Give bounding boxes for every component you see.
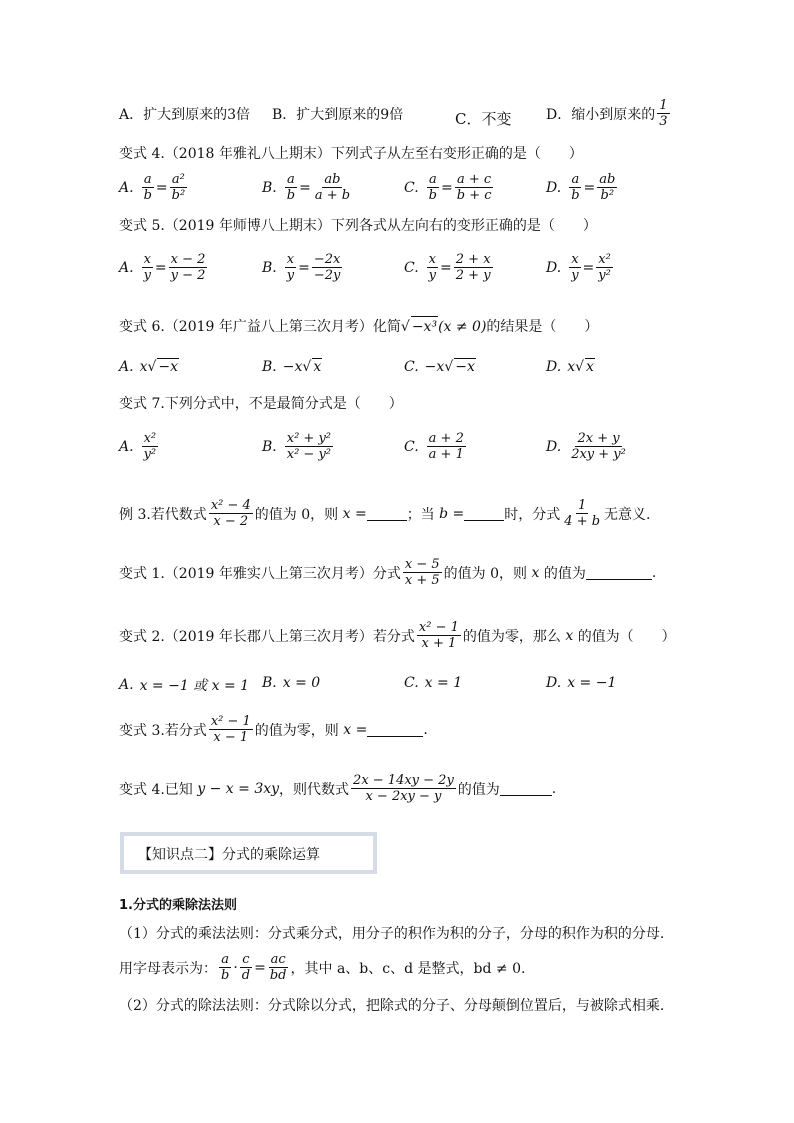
v4-option-c: C. $\frac{a}{b}$ = $\frac{a + c}{b + c}$ [404,172,492,203]
v4-option-b: B. $\frac{a}{b}$ = $\frac{ab}{a + b}$ [262,172,351,203]
answer-blank[interactable] [464,506,504,521]
v2-option-d: D. x = −1 [546,675,617,691]
option-c: C．不变 [455,110,512,128]
rule-multiplication: （1）分式的乘法法则：分式乘分式，用分子的积作为积的分子，分母的积作为积的分母. [119,926,665,942]
section-heading: 1.分式的乘除法法则 [119,898,237,913]
option-b: B．扩大到原来的9倍 [272,107,404,123]
v4-option-a: A. $\frac{a}{b}$ = $\frac{\text{a²}}{\text{b²}}$ [119,172,186,203]
variant-4b: 变式 4.已知 y − x = 3xy ，则代数式 $\frac{2x - 14xy - 2y}{x - 2xy - y}$ 的值为 . [119,773,557,804]
option-d: D．缩小到原来的 $\frac{1}{3}$ [546,98,668,129]
v5-option-a: A. $\frac{x}{y}$ = $\frac{x - 2}{y - 2}$ [119,252,206,283]
v6-option-b: B. −x √ x [262,358,322,375]
variant-2: 变式 2.（2019 年长郡八上第三次月考）若分式 $\frac{\text{x² − 1}}{x + 1}$ 的值为零，那么 x 的值为（ ） [119,620,676,651]
rule-formula: 用字母表示为： $\frac{a}{b}$ · $\frac{c}{d}$ = $\frac{ac}{bd}$ ，其中 a、b、c、d 是整式，bd ≠ 0. [119,952,526,983]
example-3: 例 3.若代数式 $\frac{\text{x² − 4}}{x - 2}$ 的值为 0，则 x = ；当 b = 时，分式 $\frac{1}{4 + b}$ 无意义. [119,498,651,529]
answer-blank[interactable] [500,781,552,796]
v6-option-d: D. x √ x [546,358,594,375]
option-a: A．扩大到原来的3倍 [119,107,251,123]
v5-option-d: D. $\frac{x}{y}$ = $\frac{\text{x²}}{\text{y²}}$ [546,252,611,283]
v2-option-c: C. x = 1 [404,675,463,691]
v5-option-c: C. $\frac{x}{y}$ = $\frac{2 + x}{2 + y}$ [404,252,491,283]
question-v5-stem: 变式 5.（2019 年师博八上期末）下列各式从左向右的变形正确的是（ ） [119,218,597,234]
answer-blank[interactable] [586,565,652,580]
question-v7-stem: 变式 7.下列分式中，不是最简分式是（ ） [119,396,403,412]
v6-option-a: A. x √ −x [119,358,179,375]
rule-division: （2）分式的除法法则：分式除以分式，把除式的分子、分母颠倒位置后，与被除式相乘. [119,998,665,1014]
v7-option-b: B. $\frac{\text{x² + y²}}{\text{x² − y²}}$ [262,431,332,462]
knowledge-point-box [120,832,377,874]
v6-option-c: C. −x √ −x [404,358,475,375]
variant-3: 变式 3.若分式 $\frac{\text{x² − 1}}{x - 1}$ 的值为零，则 x = . [119,714,428,745]
variant-1: 变式 1.（2019 年雅实八上第三次月考）分式 $\frac{x - 5}{x + 5}$ 的值为 0，则 x 的值为 . [119,557,657,588]
v7-option-a: A. $\frac{\text{x²}}{\text{y²}}$ [119,431,157,462]
v5-option-b: B. $\frac{x}{y}$ = $\frac{-2x}{-2y}$ [262,252,341,283]
knowledge-point-title: 【知识点二】分式的乘除运算 [138,847,320,863]
question-v6-stem: 变式 6.（2019 年广益八上第三次月考）化简√ −x³(x ≠ 0)的结果是（ ） [119,316,598,337]
v2-option-a: A. x = −1 或 x = 1 [119,677,250,694]
answer-blank[interactable] [367,722,423,737]
v7-option-c: C. $\frac{a + 2}{a + 1}$ [404,431,464,462]
v7-option-d: D. $\frac{2x + y}{\text{2xy + y²}}$ [546,431,626,462]
question-v4-stem: 变式 4.（2018 年雅礼八上期末）下列式子从左至右变形正确的是（ ） [119,146,583,162]
answer-blank[interactable] [367,506,407,521]
v4-option-d: D. $\frac{a}{b}$ = $\frac{ab}{\text{b²}}$ [546,172,616,203]
v2-option-b: B. x = 0 [262,675,321,691]
